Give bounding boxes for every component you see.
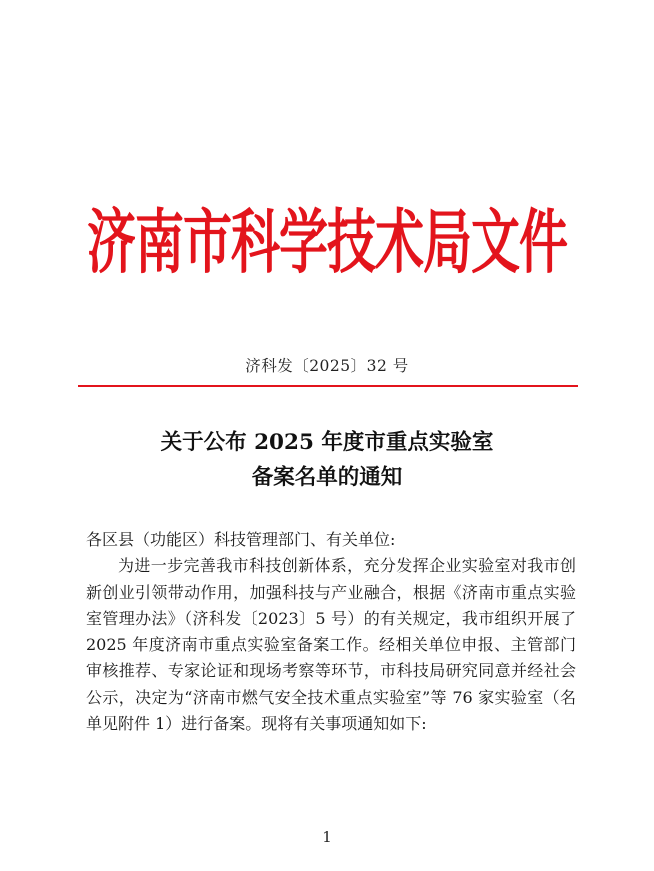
notice-title [0, 425, 654, 495]
agency-header [0, 192, 654, 292]
body-paragraph: 为进一步完善我市科技创新体系，充分发挥企业实验室对我市创新创业引领带动作用，加强科技与产业融合，根据《济南市重点实验室管理办法》（济科发〔2023〕5 号）的有关规定，我市组织开展了 2025 年度济南市重点实验室备案工作。经相关单位申报、主管部门审核推荐、专家论证和现场考察等环节，市科技局研究同意并经社会公示，决定为“济南市燃气安全技术重点实验室”等 76 家实验室（名单见附件 1）进行备案。现将有关事项通知如下: [86, 556, 576, 734]
agency-title: 济南市科学技术局文件 [86, 200, 567, 284]
page-number: 1 [322, 828, 332, 846]
salutation: 各区县（功能区）科技管理部门、有关单位: [86, 530, 396, 549]
red-divider [78, 385, 578, 387]
notice-title-line-1: 关于公布 2025 年度市重点实验室 [160, 430, 494, 455]
document-number: 济科发〔2025〕32 号 [245, 357, 409, 375]
notice-title-line-2: 备案名单的通知 [251, 465, 403, 490]
notice-body [86, 527, 576, 737]
